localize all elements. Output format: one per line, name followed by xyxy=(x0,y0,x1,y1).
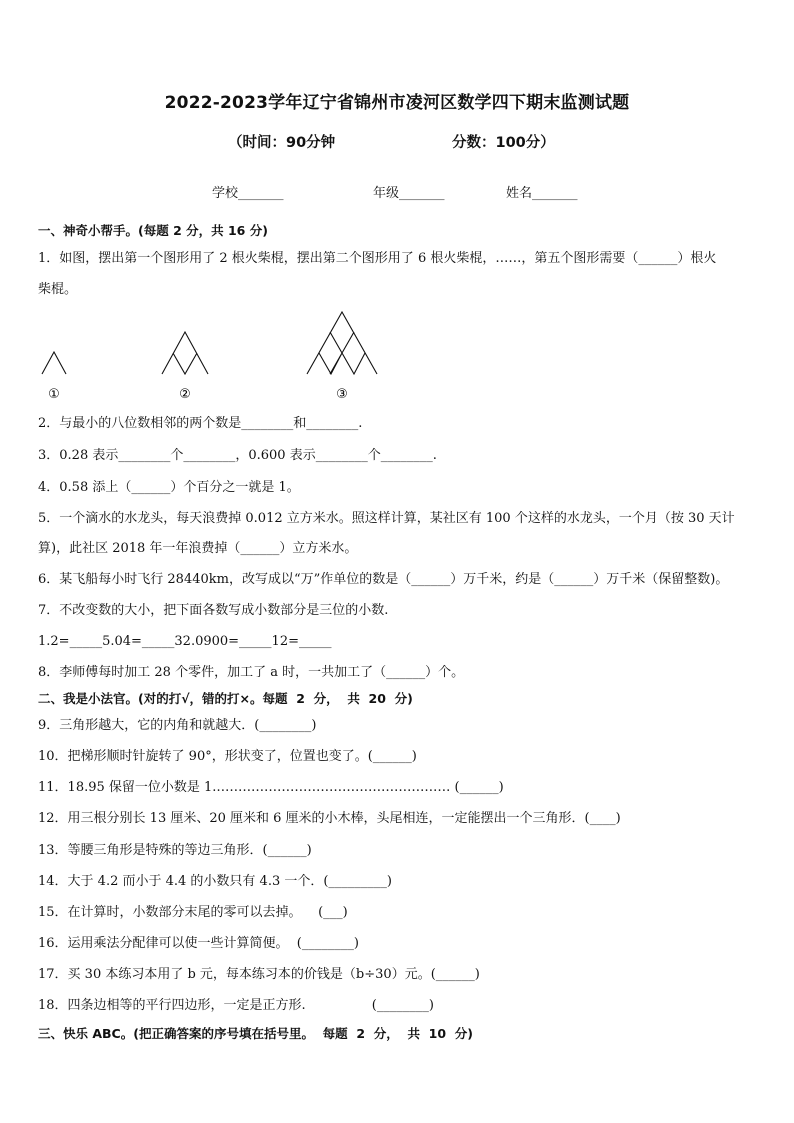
question-line: 10．把梯形顺时针旋转了 90°，形状变了，位置也变了。(______) xyxy=(38,749,417,764)
question-line: 5．一个滴水的水龙头，每天浪费掉 0.012 立方米水。照这样计算，某社区有 100 个这样的水龙头，一个月（按 30 天计 xyxy=(38,511,735,526)
section-heading: 二、我是小法官。(对的打√，错的打×。每题 2 分， 共 20 分) xyxy=(38,691,413,706)
name-field: 姓名_______ xyxy=(506,186,578,201)
question-line: 6．某飞船每小时飞行 28440km，改写成以“万”作单位的数是（______）万千米，约是（______）万千米（保留整数)。 xyxy=(38,572,729,587)
question-line: 4．0.58 添上（______）个百分之一就是 1。 xyxy=(38,480,300,495)
question-line: 2．与最小的八位数相邻的两个数是________和________. xyxy=(38,416,363,431)
question-line: 18．四条边相等的平行四边形，一定是正方形. (________) xyxy=(38,998,434,1013)
question-line: 17．买 30 本练习本用了 b 元，每本练习本的价钱是（b÷30）元。(______) xyxy=(38,967,480,982)
question-line: 14．大于 4.2 而小于 4.4 的小数只有 4.3 一个．(_________) xyxy=(38,874,393,889)
question-line: 9．三角形越大，它的内角和就越大．(________) xyxy=(38,718,317,733)
question-line: 1．如图，摆出第一个图形用了 2 根火柴棍，摆出第二个图形用了 6 根火柴棍，……，第五个图形需要（______）根火 xyxy=(38,251,717,266)
section-heading: 三、快乐 ABC。(把正确答案的序号填在括号里。 每题 2 分， 共 10 分) xyxy=(38,1026,473,1041)
figure-2-shape xyxy=(162,332,208,374)
question-line: 算)，此社区 2018 年一年浪费掉（______）立方米水。 xyxy=(38,541,358,556)
matchstick-figure xyxy=(30,308,390,404)
question-line: 12．用三根分别长 13 厘米、20 厘米和 6 厘米的小木棒，头尾相连，一定能摆出一个三角形．(____) xyxy=(38,811,621,826)
question-line: 1.2=_____5.04=_____32.0900=_____12=_____ xyxy=(38,634,332,649)
grade-field: 年级_______ xyxy=(373,186,445,201)
school-field: 学校_______ xyxy=(212,186,284,201)
figure-1-shape xyxy=(42,352,66,374)
question-line: 16．运用乘法分配律可以使一些计算简便。 (________) xyxy=(38,936,359,951)
question-line: 13．等腰三角形是特殊的等边三角形．(______) xyxy=(38,843,312,858)
question-line: 7．不改变数的大小，把下面各数写成小数部分是三位的小数. xyxy=(38,603,389,618)
figure-label-3: ③ xyxy=(336,387,348,402)
score-info: 分数：100分） xyxy=(452,135,555,151)
figure-3-shape xyxy=(307,312,377,374)
question-line: 柴棍。 xyxy=(38,282,78,297)
section-heading: 一、神奇小帮手。(每题 2 分，共 16 分) xyxy=(38,223,268,238)
question-line: 15．在计算时，小数部分末尾的零可以去掉。 (___) xyxy=(38,905,348,920)
figure-label-1: ① xyxy=(48,387,60,402)
question-line: 3．0.28 表示________个________，0.600 表示________个________. xyxy=(38,448,437,463)
question-line: 11．18.95 保留一位小数是 1.……………………………………………… (______) xyxy=(38,780,504,795)
question-line: 8．李师傅每时加工 28 个零件，加工了 a 时，一共加工了（______）个。 xyxy=(38,665,465,680)
page-title: 2022-2023学年辽宁省锦州市凌河区数学四下期末监测试题 xyxy=(164,93,630,113)
figure-label-2: ② xyxy=(179,387,191,402)
time-info: （时间：90分钟 xyxy=(228,135,336,151)
